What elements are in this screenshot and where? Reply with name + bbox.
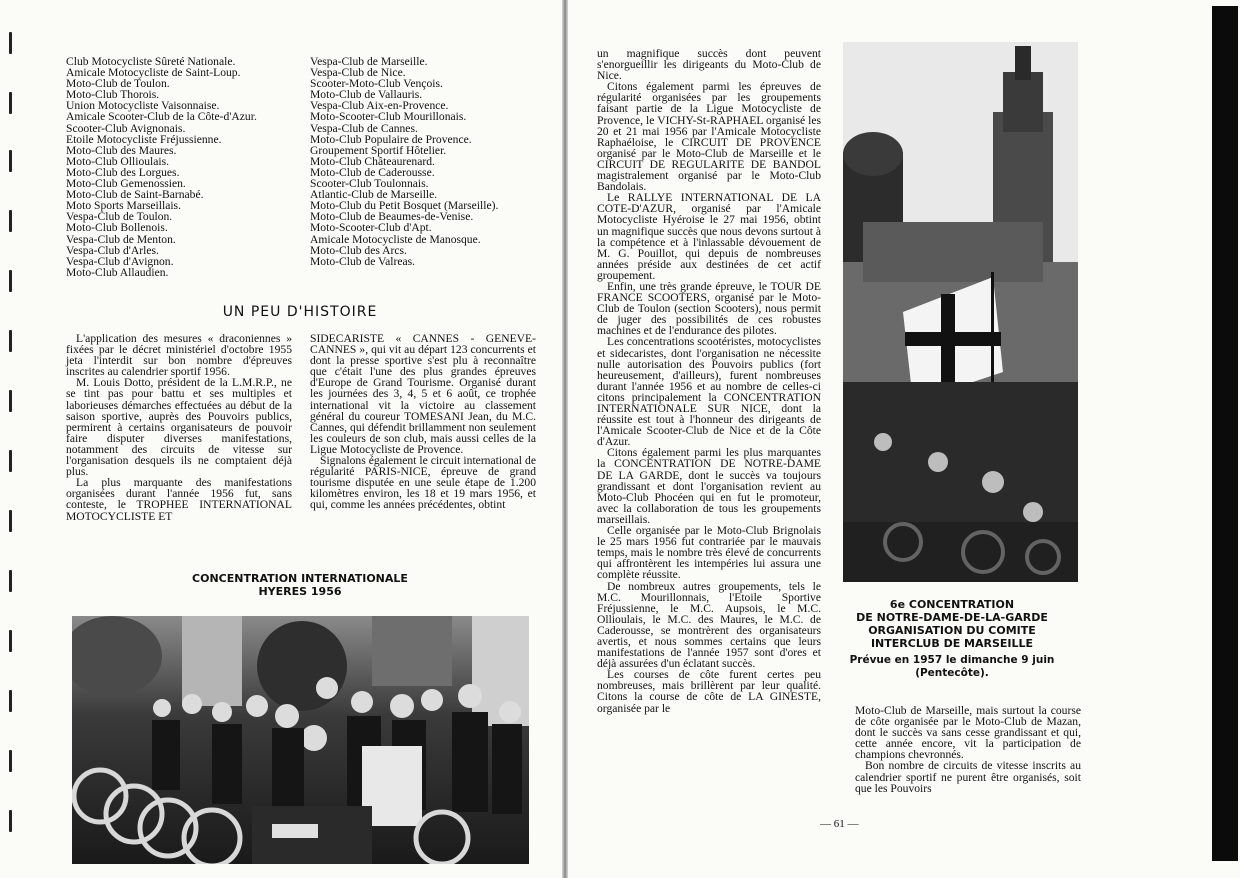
- club-list-item: Moto-Club de Toulon.: [66, 77, 170, 91]
- paragraph: un magnifique succès dont peuvent s'enorgueillir les dirigeants du Moto-Club de Nice.: [597, 47, 821, 83]
- binder-mark: [9, 690, 12, 712]
- club-list-item: Vespa-Club d'Avignon.: [66, 254, 174, 268]
- paragraph: Bon nombre de circuits de vitesse inscrits au calendrier sportif ne purent être organisés, soit que les Pouvoirs: [855, 759, 1081, 795]
- club-list-item: Groupement Sportif Hôtelier.: [310, 143, 447, 157]
- paragraph: Les concentrations scootéristes, motocyclistes et sidecaristes, dont l'organisation ne nécessite nulle autorisation des Pouvoirs publics (fort heureusement, d'ailleurs), furent nombreuses durant l'année 1956 et au nombre de celles-ci citons principalement la CONCENTRATION INTERNATIONALE SUR NICE, dont la réussite est tout à l'honneur des dirigeants de l'Amicale Scooter-Club de Nice et de la Côte d'Azur.: [597, 335, 821, 449]
- club-list-item: Moto-Club de Vallauris.: [310, 88, 423, 102]
- binder-mark: [9, 92, 12, 114]
- club-list-item: Etoile Motocycliste Fréjussienne.: [66, 132, 222, 146]
- club-list-item: Vespa-Club de Nice.: [310, 66, 406, 80]
- caption-line: Prévue en 1957 le dimanche 9 juin: [849, 654, 1055, 666]
- binder-mark: [9, 32, 12, 54]
- club-list-item: Amicale Motocycliste de Manosque.: [310, 232, 481, 246]
- binder-mark: [9, 750, 12, 772]
- club-list-item: Moto-Club Gemenossien.: [66, 177, 186, 191]
- paragraph: Celle organisée par le Moto-Club Brignolais le 25 mars 1956 fut contrariée par le mauvais temps, mais le nombre très élevé de concurrents qui affrontèrent les intempéries lui assura une complète réussite.: [597, 524, 821, 582]
- paragraph: L'application des mesures « draconiennes » fixées par le décret ministériel d'octobre 1955 jeta l'interdit sur bon nombre d'épreuves inscrites au calendrier sportif 1956.: [66, 332, 292, 379]
- club-list-item: Moto-Club des Lorgues.: [66, 165, 180, 179]
- club-list-item: Scooter-Moto-Club Vençois.: [310, 77, 443, 91]
- binder-mark: [9, 330, 12, 352]
- paragraph: La plus marquante des manifestations organisées durant l'année 1956 fut, sans conteste, le TROPHEE INTERNATIONAL MOTOCYCLISTE ET: [66, 476, 292, 523]
- club-list-item: Moto-Scooter-Club Mourillonais.: [310, 110, 467, 124]
- paragraph: M. Louis Dotto, président de la L.M.R.P., ne se tint pas pour battu et ses multiples et laborieuses démarches effectuées au début de la saison sportive, auprès des Pouvoirs publics, permirent à certains organisateurs de pouvoir faire disputer diverses manifestations, notamment des circuits de vitesse sur l'organisation desquels ils ne comptaient déjà plus.: [66, 376, 292, 479]
- club-list-item: Moto-Club de Valreas.: [310, 254, 416, 268]
- club-list-item: Vespa-Club de Menton.: [66, 232, 176, 246]
- binder-mark: [9, 510, 12, 532]
- caption-line: DE NOTRE-DAME-DE-LA-GARDE: [856, 611, 1048, 624]
- paragraph: Citons également parmi les plus marquantes la CONCENTRATION DE NOTRE-DAME DE LA GARDE, dont le succès va toujours grandissant et dont l'organisation revient au Moto-Club Phocéen qui en fut le promoteur, avec la collaboration de tous les groupements marseillais.: [597, 446, 821, 526]
- club-list-item: Union Motocycliste Vaisonnaise.: [66, 99, 220, 113]
- club-list-item: Moto-Club Ollioulais.: [66, 154, 170, 168]
- club-list-item: Vespa-Club de Toulon.: [66, 210, 173, 224]
- club-list-column-1: [66, 56, 298, 278]
- club-list-item: Vespa-Club de Marseille.: [310, 55, 428, 68]
- club-list-item: Moto-Club des Arcs.: [310, 243, 407, 257]
- club-list-item: Vespa-Club de Cannes.: [310, 121, 418, 135]
- book-gutter: [562, 0, 568, 878]
- club-list-item: Moto-Club de Caderousse.: [310, 165, 435, 179]
- caption-line: (Pentecôte).: [915, 667, 989, 679]
- binder-mark: [9, 270, 12, 292]
- caption-line: HYERES 1956: [258, 585, 342, 598]
- club-list-item: Moto-Club de Beaumes-de-Venise.: [310, 210, 474, 224]
- history-column-2: [310, 333, 536, 511]
- photo-caption: [846, 598, 1058, 680]
- caption-line: CONCENTRATION INTERNATIONALE: [192, 572, 408, 585]
- paragraph: Moto-Club de Marseille, mais surtout la course de côte organisée par le Moto-Club de Mazan, dont le succès va sans cesse grandissant et qui, cette année encore, vit la participation de champions chevronnés.: [855, 704, 1081, 762]
- notre-dame-photo: [843, 42, 1078, 582]
- club-list-item: Moto-Club des Maures.: [66, 143, 177, 157]
- club-list-item: Vespa-Club Aix-en-Provence.: [310, 99, 449, 113]
- paragraph: Les courses de côte furent certes peu nombreuses, mais brillèrent par leur qualité. Citons la course de côte de LA GINESTE, organisée par le: [597, 668, 821, 715]
- club-list-column-2: [310, 56, 542, 267]
- club-list-item: Moto-Club Thorois.: [66, 88, 160, 102]
- motorcyclists-photo: [72, 616, 529, 864]
- scan-edge-bar: [1212, 6, 1238, 861]
- paragraph: SIDECARISTE « CANNES - GENEVE-CANNES », qui vit au départ 123 concurrents et dont la presse sportive s'est plu à reconnaître que c'était l'une des plus grandes épreuves d'Europe de Grand Tourisme. Organisé durant les journées des 3, 4, 5 et 6 août, ce trophée international vit la victoire au classement général du coureur TOMESANI Jean, du M.C. Cannes, qui défendit brillamment non seulement les couleurs de son club, mais aussi celles de la Ligue Motocycliste de Provence.: [310, 332, 536, 456]
- club-list-item: Scooter-Club Toulonnais.: [310, 177, 429, 191]
- club-list-item: Amicale Scooter-Club de la Côte-d'Azur.: [66, 110, 257, 124]
- page-number: — 61 —: [820, 818, 859, 830]
- right-text-column: [597, 48, 821, 714]
- caption-line: INTERCLUB DE MARSEILLE: [870, 637, 1034, 650]
- club-list-item: Moto-Scooter-Club d'Apt.: [310, 221, 432, 235]
- paragraph: Citons également parmi les épreuves de régularité organisées par les groupements faisant partie de la Ligue Motocycliste de Provence, le VICHY-St-RAPHAEL organisé les 20 et 21 mai 1956 par l'Amicale Motocycliste Raphaéloise, le CIRCUIT DE PROVENCE organisé par le Moto-Club de Marseille et le CIRCUIT DE REGULARITE DE BANDOL magistralement organisé par le Moto-Club Bandolais.: [597, 80, 821, 194]
- club-list-item: Moto-Club du Petit Bosquet (Marseille).: [310, 199, 499, 213]
- club-list-item: Club Motocycliste Sûreté Nationale.: [66, 55, 236, 68]
- club-list-item: Scooter-Club Avignonais.: [66, 121, 186, 135]
- binder-mark: [9, 810, 12, 832]
- club-list-item: Atlantic-Club de Marseille.: [310, 188, 438, 202]
- photo-caption: [140, 572, 460, 598]
- club-list-item: Moto-Club Châteaurenard.: [310, 154, 435, 168]
- binder-mark: [9, 210, 12, 232]
- club-list-item: Moto-Club Bollenois.: [66, 221, 168, 235]
- club-list-item: Vespa-Club d'Arles.: [66, 243, 159, 257]
- paragraph: Signalons également le circuit international de régularité PARIS-NICE, épreuve de grand tourisme disputée en une seule étape de 1.200 kilomètres environ, les 18 et 19 mars 1956, et qui, comme les années précédentes, obtint: [310, 454, 536, 512]
- club-list-item: Moto Sports Marseillais.: [66, 199, 181, 213]
- binder-mark: [9, 390, 12, 412]
- binder-mark: [9, 570, 12, 592]
- caption-line: ORGANISATION DU COMITE: [868, 624, 1036, 637]
- history-column-1: [66, 333, 292, 522]
- far-right-text-column: [855, 705, 1081, 794]
- club-list-item: Amicale Motocycliste de Saint-Loup.: [66, 66, 241, 80]
- binder-mark: [9, 450, 12, 472]
- club-list-item: Moto-Club Populaire de Provence.: [310, 132, 472, 146]
- club-list-item: Moto-Club Allaudien.: [66, 265, 169, 279]
- club-list-item: Moto-Club de Saint-Barnabé.: [66, 188, 204, 202]
- paragraph: Le RALLYE INTERNATIONAL DE LA COTE-D'AZUR, organisé par l'Amicale Motocycliste Hyéroise le 27 mai 1956, obtint un magnifique succès que nous devons surtout à la compétence et à l'inlassable dévouement de M. G. Pouillot, qui depuis de nombreuses années préside aux destinées de cet actif groupement.: [597, 191, 821, 282]
- paragraph: De nombreux autres groupements, tels le M.C. Mourillonnais, l'Etoile Sportive Fréjussienne, le M.C. Aupsois, le M.C. Ollioulais, le M.C. des Maures, le M.C. de Caderousse, se montrèrent des organisateurs avertis, et nous sommes certains que leurs manifestations de l'année 1957 sont d'ores et déjà assurées d'un éclatant succès.: [597, 579, 821, 671]
- paragraph: Enfin, une très grande épreuve, le TOUR DE FRANCE SCOOTERS, organisé par le Moto-Club de Toulon (section Scooters), nous permit de juger des possibilités de ces robustes machines et de l'endurance des pilotes.: [597, 279, 821, 338]
- caption-line: 6e CONCENTRATION: [889, 598, 1015, 611]
- binder-mark: [9, 150, 12, 172]
- binder-mark: [9, 630, 12, 652]
- section-heading: UN PEU D'HISTOIRE: [222, 304, 378, 320]
